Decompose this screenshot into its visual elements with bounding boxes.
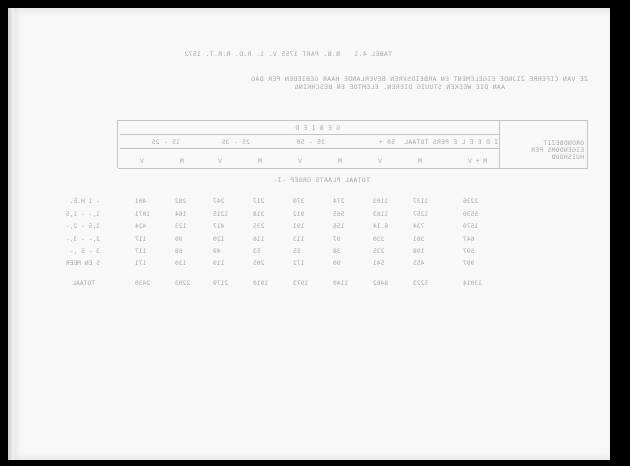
table-cell: 1103	[373, 198, 389, 205]
table-cell: 1137	[413, 198, 429, 205]
table-cell: 97	[333, 236, 341, 243]
table-cell: 417	[213, 223, 225, 230]
table-cell: 912	[293, 211, 305, 218]
caption-line-1: ZE VAN CIFERRE ZIJNDE EIGELEMENT EN ARBEIDSVREN BEVERLANDE HAAR GEBIEDEN PER DAG	[250, 75, 588, 83]
col-letter: V	[218, 158, 222, 165]
table-number: TABEL 4.1	[354, 50, 392, 58]
table-stub-divider	[499, 120, 500, 168]
table-cell: 1183	[373, 211, 389, 218]
row-label: 1,5 - 2,-	[65, 223, 100, 230]
col-letter: M	[180, 158, 184, 165]
table-subtitle: TOTAAL PLAATS GROEP -I-	[273, 176, 370, 184]
table-cell: 171	[135, 260, 147, 267]
col-letter: V	[140, 158, 144, 165]
table-cell: 318	[253, 211, 265, 218]
table-cell: 217	[253, 198, 265, 205]
table-cell: 734	[413, 223, 425, 230]
table-top-rule	[118, 120, 588, 121]
table-right-border	[117, 120, 118, 168]
table-cell: 156	[333, 223, 345, 230]
table-cell: 120	[213, 236, 225, 243]
table-cell: 247	[213, 198, 225, 205]
total-cell: 2203	[175, 280, 191, 287]
total-cell: 1973	[293, 280, 309, 287]
col-letter: M + V	[468, 158, 487, 165]
table-header-rule-2	[120, 148, 500, 149]
table-cell: 1071	[135, 211, 151, 218]
col-letter: V	[298, 158, 302, 165]
table-cell: 565	[333, 211, 345, 218]
table-cell: 541	[373, 260, 385, 267]
table-cell: 99	[175, 236, 183, 243]
mirrored-text-layer	[8, 8, 610, 460]
table-cell: 5530	[463, 211, 479, 218]
row-label: 1,- - 1,5	[65, 211, 100, 218]
table-cell: 119	[213, 260, 225, 267]
col-letter: M	[418, 158, 422, 165]
table-cell: 1570	[463, 223, 479, 230]
table-cell: 370	[293, 198, 305, 205]
column-sub-head-c: 35 - 50	[296, 139, 325, 146]
table-header-bottom-rule	[118, 168, 588, 169]
table-cell: 597	[463, 248, 475, 255]
table-cell: 198	[413, 248, 425, 255]
column-sub-head-b: 25 - 35	[221, 139, 250, 146]
table-cell: 172	[293, 260, 305, 267]
caption-line-2: AAN DIE WEEKEN STUUIG DIEREN. ELEMTOE EN BESCHKING	[294, 83, 505, 91]
total-cell: 2179	[213, 280, 229, 287]
table-cell: 191	[293, 223, 305, 230]
table-cell: 164	[175, 211, 187, 218]
total-cell: 8462	[373, 280, 389, 287]
table-cell: 2236	[463, 198, 479, 205]
table-cell: 117	[135, 248, 147, 255]
table-header-rule-1	[120, 134, 500, 135]
table-cell: 401	[135, 198, 147, 205]
col-letter: M	[338, 158, 342, 165]
table-cell: 1215	[213, 211, 229, 218]
col-letter: M	[258, 158, 262, 165]
total-cell: 1140	[333, 280, 349, 287]
column-group-head: G E B I E D	[294, 125, 340, 132]
table-cell: 235	[373, 248, 385, 255]
table-cell: 205	[253, 260, 265, 267]
row-label: 3 - 5 ,-	[69, 248, 100, 255]
table-cell: 274	[333, 198, 345, 205]
column-sub-head-e: I D E E L E PERS TOTAAL	[403, 139, 498, 146]
table-cell: 424	[135, 223, 147, 230]
table-cell: 647	[463, 236, 475, 243]
table-cell: 282	[175, 198, 187, 205]
table-cell: 113	[293, 236, 305, 243]
row-label: 5 EN MEER	[65, 260, 100, 267]
table-cell: 116	[253, 236, 265, 243]
table-cell: 130	[175, 260, 187, 267]
column-sub-head-d: 50 +	[378, 139, 395, 146]
row-label: 2,- - 3,-	[65, 236, 100, 243]
bleed-through-content	[8, 8, 610, 460]
table-cell: 1257	[413, 211, 429, 218]
table-left-border	[587, 120, 588, 168]
total-cell: 13014	[463, 280, 482, 287]
row-label: - 1 H.E.	[69, 198, 100, 205]
table-cell: 49	[213, 248, 221, 255]
total-cell: 2430	[135, 280, 151, 287]
table-cell: 117	[135, 236, 147, 243]
table-cell: 68	[175, 248, 183, 255]
total-label: TOTAAL	[72, 280, 95, 287]
table-cell: 997	[463, 260, 475, 267]
table-cell: 90	[333, 260, 341, 267]
column-sub-head-a: 15 - 25	[151, 139, 180, 146]
table-cell: 235	[253, 223, 265, 230]
table-cell: 330	[373, 236, 385, 243]
table-cell: 55	[293, 248, 301, 255]
total-cell: 5223	[413, 280, 429, 287]
total-cell: 1910	[253, 280, 269, 287]
table-cell: 455	[413, 260, 425, 267]
table-cell: 38	[333, 248, 341, 255]
table-cell: 53	[253, 248, 261, 255]
column-head-stub: GRONDBEZIT EIGENDOMS PER HUISHOUD	[530, 140, 584, 161]
table-cell: 301	[413, 236, 425, 243]
running-head: B.B. PART 1755 V. 1. R.D. R.R.T. 1572	[184, 50, 340, 58]
table-cell: 123	[175, 223, 187, 230]
table-cell: 6.14	[373, 223, 389, 230]
col-letter: V	[378, 158, 382, 165]
